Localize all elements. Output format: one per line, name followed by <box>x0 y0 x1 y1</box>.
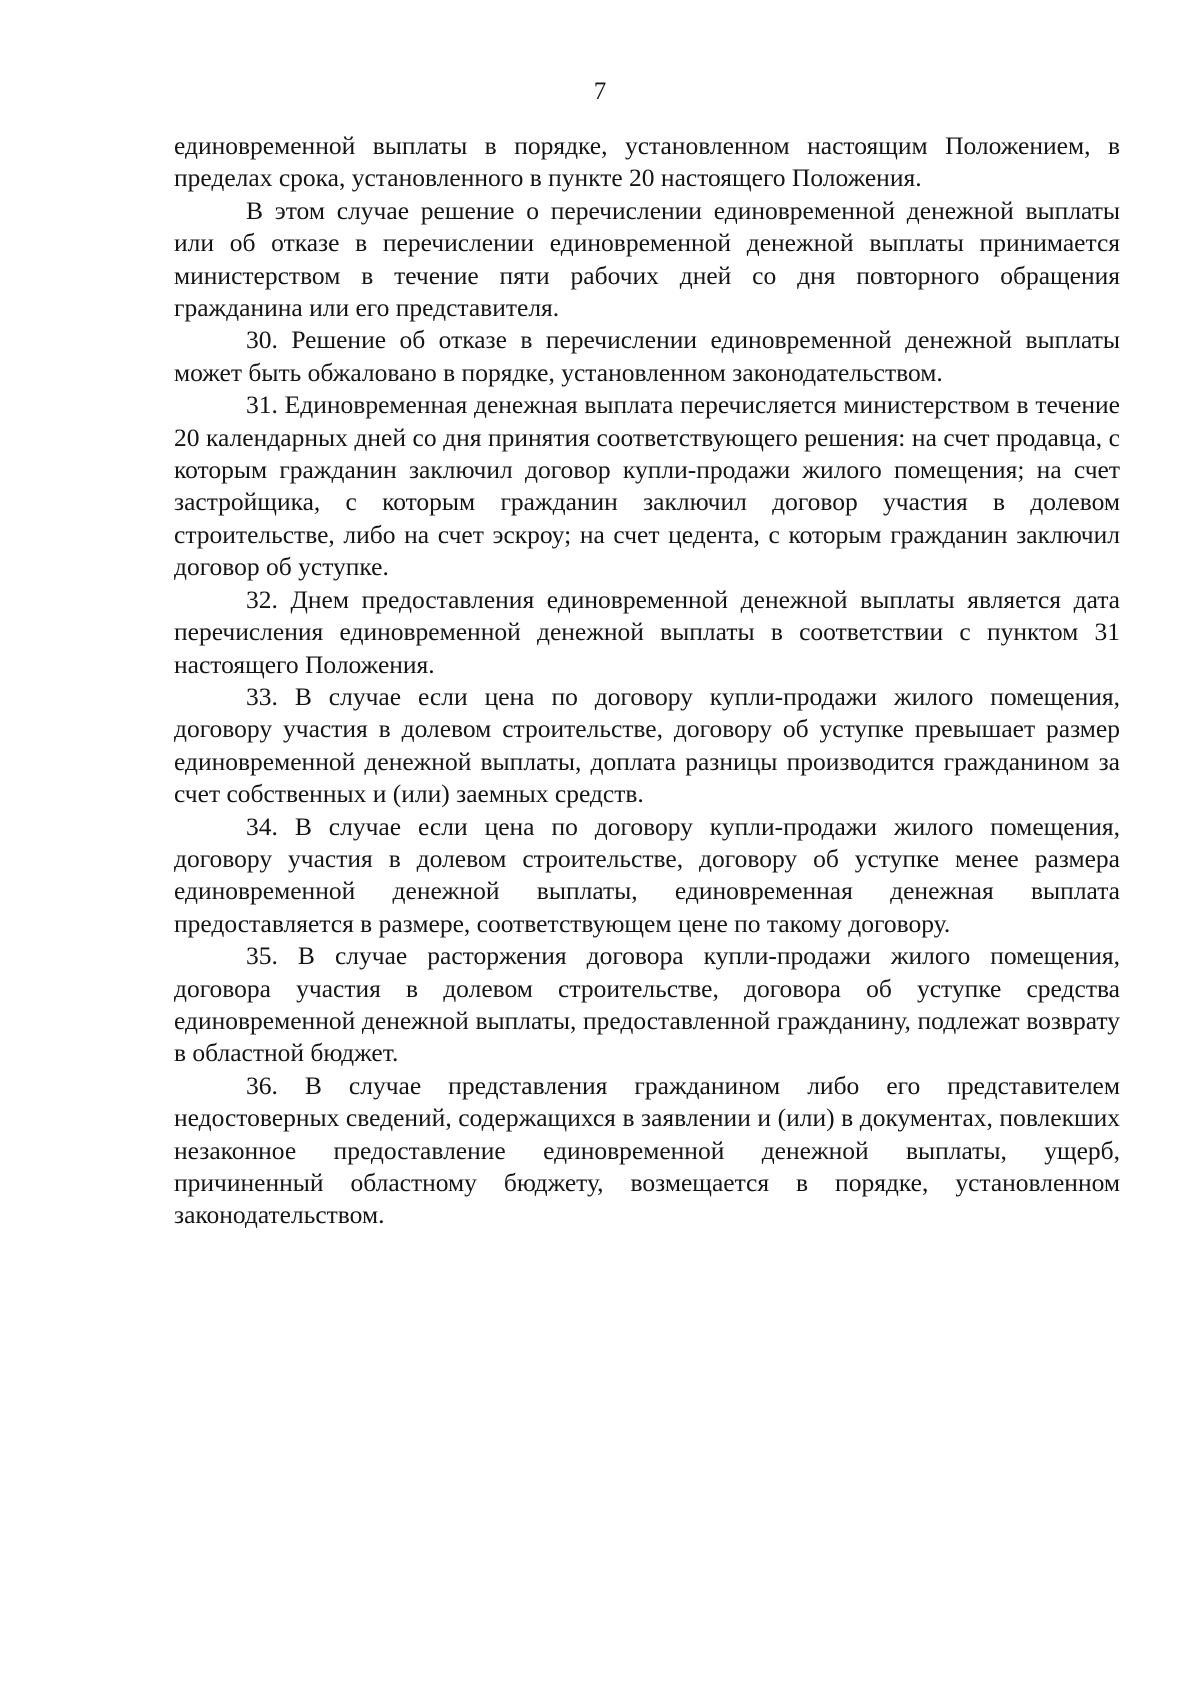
paragraph-continuation: единовременной выплаты в порядке, установленном настоящим Положением, в пределах срока, установленного в пункте 20 настоящего Положения. <box>174 131 1120 193</box>
paragraph-34: 34. В случае если цена по договору купли-продажи жилого помещения, договору участия в долевом строительстве, договору об уступке менее размера единовременной денежной выплаты, единовременная денежная выплата предоставляется в размере, соответствующем цене по такому договору. <box>174 811 1120 938</box>
document-body <box>174 130 1120 1232</box>
paragraph-31: 31. Единовременная денежная выплата перечисляется министерством в течение 20 календарных дней со дня принятия соответствующего решения: на счет продавца, с которым гражданин заключил договор купли-продажи жилого помещения; на счет застройщика, с которым гражданин заключил договор участия в долевом строительстве, либо на счет эскроу; на счет цедента, с которым гражданин заключил договор об уступке. <box>174 390 1120 582</box>
paragraph-33: 33. В случае если цена по договору купли-продажи жилого помещения, договору участия в долевом строительстве, договору об уступке превышает размер единовременной денежной выплаты, доплата разницы производится гражданином за счет собственных и (или) заемных средств. <box>174 681 1120 809</box>
paragraph-32: 32. Днем предоставления единовременной денежной выплаты является дата перечисления единовременной денежной выплаты в соответствии с пунктом 31 настоящего Положения. <box>174 584 1120 679</box>
page-number: 7 <box>593 78 607 105</box>
paragraph-repeat-request-decision: В этом случае решение о перечислении единовременной денежной выплаты или об отказе в перечислении единовременной денежной выплаты принимается министерством в течение пяти рабочих дней со дня повторного обращения гражданина или его представителя. <box>174 195 1120 323</box>
paragraph-36: 36. В случае представления гражданином либо его представителем недостоверных сведений, содержащихся в заявлении и (или) в документах, повлекших незаконное предоставление единовременной денежной выплаты, ущерб, причиненный областному бюджету, возмещается в порядке, установленном законодательством. <box>174 1070 1120 1230</box>
paragraph-35: 35. В случае расторжения договора купли-продажи жилого помещения, договора участия в долевом строительстве, договора об уступке средства единовременной денежной выплаты, предоставленной гражданину, подлежат возврату в областной бюджет. <box>174 941 1120 1068</box>
paragraph-30: 30. Решение об отказе в перечислении единовременной денежной выплаты может быть обжаловано в порядке, установленном законодательством. <box>174 325 1120 387</box>
